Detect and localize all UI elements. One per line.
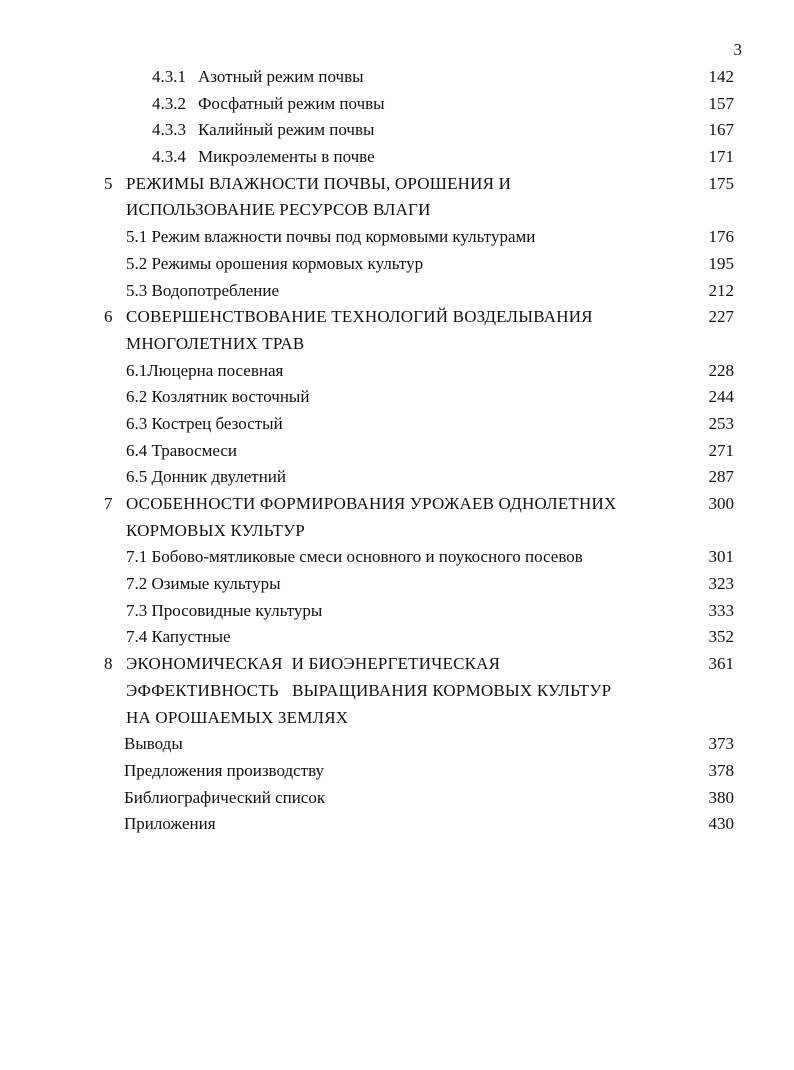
toc-chapter xyxy=(0,491,794,518)
toc-entry xyxy=(0,384,794,411)
entry-page: 167 xyxy=(708,120,734,140)
toc-chapter-continuation xyxy=(0,197,794,224)
entry-page: 142 xyxy=(708,67,734,86)
toc-chapter-continuation xyxy=(0,518,794,545)
entry-title: Фосфатный режим почвы xyxy=(198,93,385,113)
toc-entry xyxy=(0,598,794,625)
entry-page: 300 xyxy=(708,494,734,513)
toc-chapter-continuation xyxy=(0,705,794,732)
entry-title: 7.3 Просовидные культуры xyxy=(126,600,323,620)
entry-number: 4.3.2 xyxy=(152,93,186,113)
entry-title: Выводы xyxy=(124,734,183,754)
entry-page: 176 xyxy=(708,227,734,247)
toc-chapter-continuation xyxy=(0,331,794,358)
chapter-number: 6 xyxy=(104,307,113,327)
entry-page: 228 xyxy=(708,360,734,380)
toc-entry xyxy=(0,624,794,651)
entry-title: Предложения производству xyxy=(124,760,325,780)
entry-number: 4.3.4 xyxy=(152,147,186,167)
toc-entry xyxy=(0,811,794,838)
entry-page: 352 xyxy=(708,627,734,647)
entry-title: 7.2 Озимые культуры xyxy=(126,574,281,594)
toc-entry xyxy=(0,278,794,305)
entry-page: 301 xyxy=(708,547,734,567)
chapter-title: ЭКОНОМИЧЕСКАЯ И БИОЭНЕРГЕТИЧЕСКАЯ xyxy=(126,654,501,674)
entry-number: 4.3.1 xyxy=(152,67,186,86)
entry-page: 430 xyxy=(708,814,734,834)
chapter-title-continuation: НА ОРОШАЕМЫХ ЗЕМЛЯХ xyxy=(126,707,349,727)
chapter-title: СОВЕРШЕНСТВОВАНИЕ ТЕХНОЛОГИЙ ВОЗДЕЛЫВАНИЯ xyxy=(126,307,593,327)
chapter-number: 5 xyxy=(104,173,113,193)
toc-entry xyxy=(0,144,794,171)
entry-title: 7.4 Капустные xyxy=(126,627,231,647)
entry-title: Азотный режим почвы xyxy=(198,67,364,86)
chapter-number: 8 xyxy=(104,654,113,674)
page-number: 3 xyxy=(733,40,742,59)
toc-chapter xyxy=(0,171,794,198)
entry-page: 380 xyxy=(708,787,734,807)
entry-page: 287 xyxy=(708,467,734,487)
entry-title: Калийный режим почвы xyxy=(198,120,375,140)
entry-page: 157 xyxy=(708,93,734,113)
entry-title: 7.1 Бобово-мятликовые смеси основного и поукосного посевов xyxy=(126,547,583,567)
entry-page: 373 xyxy=(708,734,734,754)
entry-page: 175 xyxy=(708,173,734,193)
toc-entry xyxy=(0,731,794,758)
chapter-number: 7 xyxy=(104,494,113,513)
toc-entry xyxy=(0,758,794,785)
entry-title: 5.3 Водопотребление xyxy=(126,280,280,300)
chapter-title: ОСОБЕННОСТИ ФОРМИРОВАНИЯ УРОЖАЕВ ОДНОЛЕТНИХ xyxy=(126,494,617,513)
chapter-title: РЕЖИМЫ ВЛАЖНОСТИ ПОЧВЫ, ОРОШЕНИЯ И xyxy=(126,173,512,193)
chapter-title-continuation: ИСПОЛЬЗОВАНИЕ РЕСУРСОВ ВЛАГИ xyxy=(126,200,431,220)
toc-entry xyxy=(0,438,794,465)
entry-title: 5.1 Режим влажности почвы под кормовыми культурами xyxy=(126,227,536,247)
entry-page: 244 xyxy=(708,387,734,407)
entry-title: Приложения xyxy=(124,814,216,834)
toc-entry xyxy=(0,358,794,385)
chapter-title-continuation: МНОГОЛЕТНИХ ТРАВ xyxy=(126,333,305,353)
toc-entry xyxy=(0,91,794,118)
entry-page: 378 xyxy=(708,760,734,780)
toc-chapter xyxy=(0,304,794,331)
table-of-contents xyxy=(0,64,794,838)
toc-entry xyxy=(0,464,794,491)
toc-chapter xyxy=(0,651,794,678)
entry-title: 6.1Люцерна посевная xyxy=(126,360,284,380)
toc-entry xyxy=(0,64,794,91)
entry-title: Микроэлементы в почве xyxy=(198,147,375,167)
toc-entry xyxy=(0,224,794,251)
entry-page: 253 xyxy=(708,413,734,433)
entry-page: 323 xyxy=(708,574,734,594)
chapter-title-continuation: ЭФФЕКТИВНОСТЬ ВЫРАЩИВАНИЯ КОРМОВЫХ КУЛЬТУР xyxy=(126,680,612,700)
entry-title: 6.4 Травосмеси xyxy=(126,440,238,460)
toc-entry xyxy=(0,411,794,438)
chapter-title-continuation: КОРМОВЫХ КУЛЬТУР xyxy=(126,520,305,540)
toc-entry xyxy=(0,251,794,278)
entry-title: 6.3 Кострец безостый xyxy=(126,413,283,433)
toc-entry xyxy=(0,785,794,812)
entry-page: 333 xyxy=(708,600,734,620)
entry-page: 171 xyxy=(708,147,734,167)
entry-page: 361 xyxy=(708,654,734,674)
entry-page: 271 xyxy=(708,440,734,460)
entry-page: 212 xyxy=(708,280,734,300)
toc-chapter-continuation xyxy=(0,678,794,705)
entry-title: 5.2 Режимы орошения кормовых культур xyxy=(126,253,424,273)
toc-entry xyxy=(0,544,794,571)
entry-page: 195 xyxy=(708,253,734,273)
entry-title: Библиографический список xyxy=(124,787,326,807)
entry-number: 4.3.3 xyxy=(152,120,186,140)
entry-title: 6.5 Донник двулетний xyxy=(126,467,286,487)
toc-entry xyxy=(0,571,794,598)
toc-entry xyxy=(0,117,794,144)
entry-title: 6.2 Козлятник восточный xyxy=(126,387,310,407)
entry-page: 227 xyxy=(708,307,734,327)
